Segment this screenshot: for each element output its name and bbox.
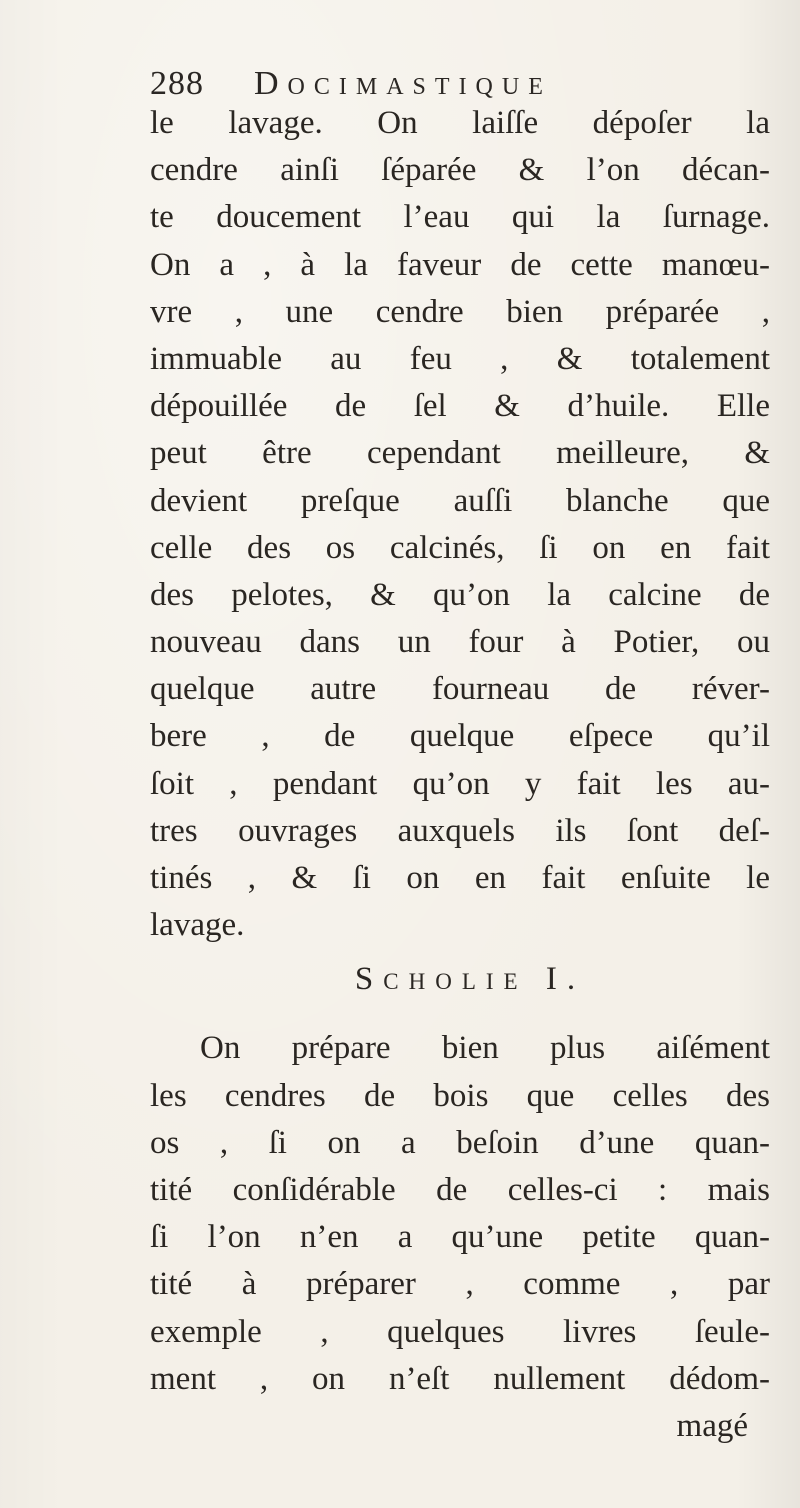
text-line: bere , de quelque eſpece qu’il	[150, 718, 770, 755]
text-line: des pelotes, & qu’on la calcine de	[150, 576, 770, 613]
text-line: os , ſi on a beſoin d’une quan-	[150, 1124, 770, 1161]
catchword: magé	[676, 1407, 748, 1444]
text-line: celle des os calcinés, ſi on en fait	[150, 529, 770, 566]
text-line: devient preſque auſſi blanche que	[150, 482, 770, 519]
text-line: nouveau dans un four à Potier, ou	[150, 624, 770, 661]
text-line: immuable au feu , & totalement	[150, 340, 770, 377]
running-title: Docimastique	[254, 65, 552, 102]
text-line: lavage.	[150, 907, 245, 944]
text-line: vre , une cendre bien préparée ,	[150, 293, 770, 330]
text-line: cendre ainſi ſéparée & l’on décan-	[150, 152, 770, 189]
section-heading: Scholie I.	[354, 961, 586, 998]
text-line: exemple , quelques livres ſeule-	[150, 1313, 770, 1350]
text-line: tité conſidérable de celles-ci : mais	[150, 1171, 770, 1208]
text-line: les cendres de bois que celles des	[150, 1077, 770, 1114]
text-line: dépouillée de ſel & d’huile. Elle	[150, 388, 770, 425]
text-line: le lavage. On laiſſe dépoſer la	[150, 105, 770, 141]
text-line: quelque autre fourneau de réver-	[150, 671, 770, 708]
text-line: peut être cependant meilleure, &	[150, 435, 770, 472]
text-line: tinés , & ſi on en fait enſuite le	[150, 860, 770, 896]
text-line: ſoit , pendant qu’on y fait les au-	[150, 765, 770, 802]
paragraph-2	[150, 1025, 770, 1403]
text-line: On a , à la faveur de cette manœu-	[150, 246, 770, 283]
text-line: tité à préparer , comme , par	[150, 1266, 770, 1303]
text-line: te doucement l’eau qui la ſurnage.	[150, 199, 770, 236]
page-number: 288	[150, 65, 204, 102]
text-line: tres ouvrages auxquels ils ſont deſ-	[150, 812, 770, 849]
text-line: On prépare bien plus aiſément	[200, 1030, 770, 1067]
text-line: ſi l’on n’en a qu’une petite quan-	[150, 1219, 770, 1256]
paragraph-1	[150, 100, 770, 949]
text-block	[150, 100, 770, 1450]
text-line: ment , on n’eſt nullement dédom-	[150, 1360, 770, 1397]
